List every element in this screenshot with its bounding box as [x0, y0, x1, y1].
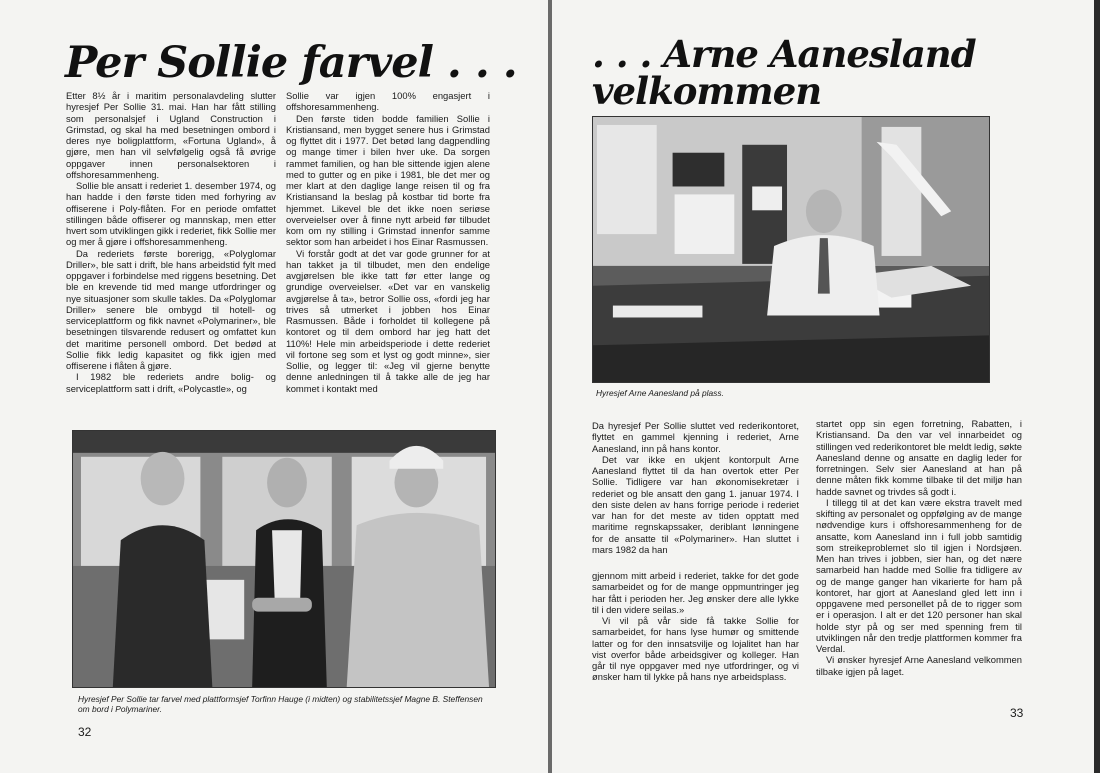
welcome-photo: [592, 116, 990, 383]
paragraph: startet opp sin egen forretning, Rabatten, i Kristiansand. Da den var vel innarbeidet og stillingen ved rederikontoret ble meldt ledig, søkte Aanesland denne og ansatte en daglig leder for forretningen. Selv sier Aanesland at han på denne måten fikk komme tilbake til det miljø han hadde savnet og trivdes så godt i.: [816, 418, 1022, 497]
paragraph: I tillegg til at det kan være ekstra travelt med skifting av personalet og oppfølging av de mange nødvendige kurs i offshoresammenheng for de ansatte, kom Aanesland inn i full jobb samtidig som streikeproblemet slo til igjen i Nordsjøen. Men han trives i jobben, sier han, og det nære samarbeid han hadde med Sollie fra tidligere av og de mange ganger han vikarierte for ham på kontoret, har gjort at Aanesland gled lett inn i oppgavene med personellet på de to rigger som er i operasjon. I alt er det 120 personer han skal holde styr på og ser med spenning frem til utviklingen når den tredje plattformen kommer fra Verdal.: [816, 496, 1022, 654]
paragraph: Det var ikke en ukjent kontorpult Arne Aanesland flyttet til da han overtok etter Per Sollie. Tidligere var han økonomisekretær i rederiet og ble ansatt den gang 1. januar 1974. I den siste delen av hans forrige periode i rederiet var han for det meste av tiden opptatt med maritime regnskapssaker, deriblant lønningene for de ansatte til «Polymariner». Han sluttet i mars 1982 da han: [592, 453, 799, 555]
farewell-photo: [72, 430, 496, 688]
right-edge: [1094, 0, 1100, 773]
right-headline-line-1: . . . Arne Aanesland: [592, 32, 976, 76]
paragraph: Vi vil på vår side få takke Sollie for samarbeidet, for hans lyse humør og smittende latter og for den innsatsvilje og lojalitet han har vist overfor både arbeidsgiver og kolleger. Han går til nye oppgaver med nye utfordringer, og vi ønsker ham til lykke på hans nye arbeidsplass.: [592, 615, 799, 683]
right-page: [552, 0, 1094, 773]
paragraph: Den første tiden bodde familien Sollie i Kristiansand, men bygget senere hus i Grimstad og flyttet dit i 1977. Det betød lang dagpendling og mange timer i bilen hver uke. Da sorgen rammet familien, og han ble sittende igjen alene med to gutter og en pike i 1981, ble det mer og mer klart at den daglige lange reisen til og fra Kristiansand la beslag på kostbar tid borte fra hjemmet. Likevel ble det ikke noen seriøse overveielser over å finne nytt arbeid før tilbudet kom om ny stilling i Grimstad innenfor samme sektor som han arbeidet i hos Einar Rasmussen.: [286, 112, 490, 248]
paragraph: Sollie ble ansatt i rederiet 1. desember 1974, og han hadde i den første tiden med forhyring av offiserene i Poly-flåten. For en periode omfattet stillingen både offiserer og mannskap, men etter hvert som utviklingen gikk i rederiet, fikk Sollie mer og mer å gjøre i offshoresammenheng.: [66, 180, 276, 248]
right-article-col-1a: [592, 420, 799, 560]
left-headline: Per Sollie farvel . . .: [65, 38, 517, 88]
paragraph: Etter 8½ år i maritim personalavdeling slutter hyresjef Per Sollie 31. mai. Han har fått stilling som personalsjef i Ugland Construction i Grimstad, og skal ha med besetningen ombord i deres nye boligplattform, «Fortuna Ugland», å gjøre, men han vil selvfølgelig også få øvrige oppgaver innen personalsektoren i offshoresammenheng.: [66, 90, 276, 180]
farewell-photo-caption: Hyresjef Per Sollie tar farvel med plattformsjef Torfinn Hauge (i midten) og stabilitetssjef Magne B. Steffensen om bord i Polymariner.: [78, 694, 483, 714]
page-number-left: 32: [78, 725, 92, 739]
page-number-right: 33: [1010, 706, 1024, 720]
farewell-photo-image: [73, 431, 495, 687]
paragraph: gjennom mitt arbeid i rederiet, takke for det gode samarbeidet og for de mange oppmuntringer jeg har fått i perioden her. Jeg ønsker dere alle lykke til i den videre seilas.»: [592, 570, 799, 615]
paragraph: Da hyresjef Per Sollie sluttet ved rederikontoret, flyttet en gammel kjenning i rederiet, Arne Aanesland, inn på hans kontor.: [592, 420, 799, 454]
right-article-col-2: [816, 418, 1022, 708]
welcome-photo-image: [593, 117, 989, 382]
welcome-photo-caption: Hyresjef Arne Aanesland på plass.: [596, 388, 724, 398]
left-page: [0, 0, 548, 773]
paragraph: Vi ønsker hyresjef Arne Aanesland velkommen tilbake igjen på laget.: [816, 654, 1022, 677]
paragraph: Sollie var igjen 100% engasjert i offshoresammenheng.: [286, 90, 490, 113]
paragraph: Vi forstår godt at det var gode grunner for at han takket ja til tilbudet, men den endelige avgjørelsen ble ikke tatt før etter lange og grundige overveielser. «Det var en vanskelig avgjørelse å ta», betror Sollie oss, «fordi jeg har trives så utmerket i jobben hos Einar Rasmussen. Både i forholdet til kollegene på kontoret og til dem ombord har jeg hatt det 110%! Hele min arbeidsperiode i dette rederiet vil fortone seg som et lyst og godt minne», sier Sollie, og legger til: «Jeg vil gjerne benytte denne anledningen til å takke alle de jeg har kommet i kontakt med: [286, 247, 490, 394]
left-article-col-2: [286, 90, 490, 418]
paragraph: Da rederiets første borerigg, «Polyglomar Driller», ble satt i drift, ble hans arbeidstid fylt med oppgaver i forbindelse med riggens besetning. Det ble en krevende tid med mange utfordringer og nye situasjoner som skulle takles. Da «Polyglomar Driller» senere ble ombygd til hotell- og serviceplattform og fikk navnet «Polymariner», ble besetningen tilsvarende redusert og omfattet kun det maritime personell ombord. Det bedød at Sollie fikk ledig kapasitet og fikk igjen med offiserene i flåten å gjøre.: [66, 247, 276, 371]
paragraph: I 1982 ble rederiets andre bolig- og serviceplattform satt i drift, «Polycastle», og: [66, 371, 276, 394]
right-headline-line-2: velkommen: [592, 69, 822, 113]
left-article-col-1: [66, 90, 276, 418]
right-article-col-1b: [592, 570, 799, 710]
